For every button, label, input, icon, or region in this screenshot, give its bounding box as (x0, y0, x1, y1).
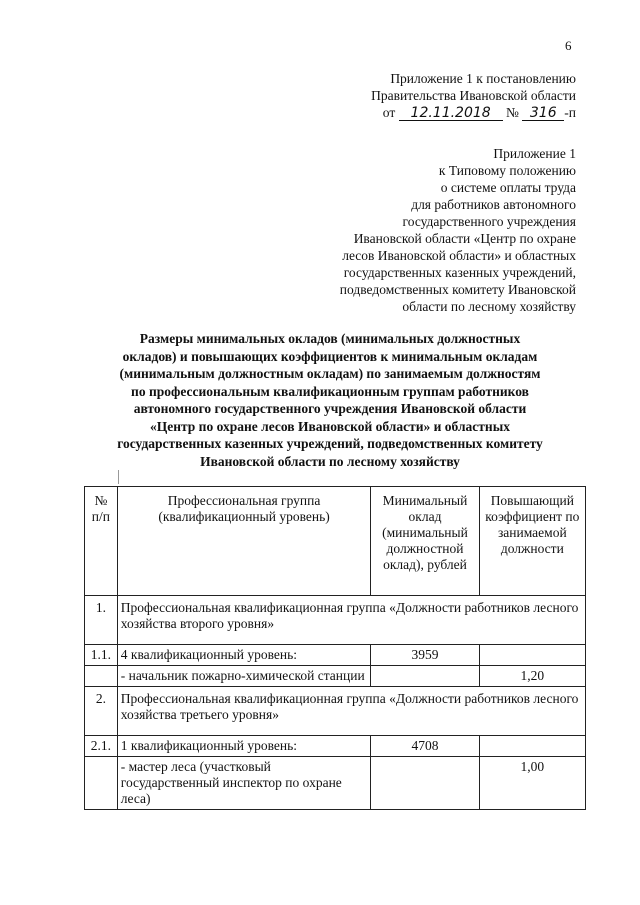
number-label: № (506, 105, 519, 120)
row-name: - мастер леса (участковый государственный инспектор по охране леса) (117, 757, 371, 810)
table-row (85, 757, 586, 810)
appendix-header (371, 70, 576, 121)
from-label: от (382, 105, 396, 120)
row-coef (479, 645, 585, 666)
appendix-sub-line: Ивановской области «Центр по охране (353, 231, 576, 246)
title-line: по профессиональным квалификационным группам работников (131, 383, 529, 399)
header-num: № п/п (85, 487, 118, 596)
row-num: 2.1. (85, 736, 118, 757)
title-line: (минимальным должностным окладам) по занимаемым должностям (119, 366, 541, 381)
appendix-date-row (371, 104, 576, 121)
row-coef: 1,20 (479, 666, 585, 687)
row-salary: 3959 (371, 645, 479, 666)
appendix-line: Приложение 1 к постановлению (390, 71, 576, 86)
row-name: Профессиональная квалификационная группа «Должности работников лесного хозяйства второго уровня» (117, 596, 585, 645)
header-group: Профессиональная группа (квалификационный уровень) (117, 487, 371, 596)
row-salary (371, 757, 479, 810)
appendix-sub-line: о системе оплаты труда (440, 180, 576, 195)
table-row (85, 666, 586, 687)
appendix-sub-line: государственного учреждения (402, 214, 576, 229)
row-salary (371, 666, 479, 687)
row-num: 1. (85, 596, 118, 645)
salary-table (84, 486, 586, 810)
appendix-sub-line: государственных казенных учреждений, (343, 265, 576, 280)
row-num (85, 757, 118, 810)
row-salary: 4708 (371, 736, 479, 757)
table-row (85, 596, 586, 645)
title-line: автономного государственного учреждения Ивановской области (133, 401, 527, 416)
row-name: Профессиональная квалификационная группа «Должности работников лесного хозяйства третьего уровня» (117, 687, 585, 736)
title-line: государственных казенных учреждений, подведомственных комитету (117, 436, 543, 451)
row-coef: 1,00 (479, 757, 585, 810)
row-num: 1.1. (85, 645, 118, 666)
scan-mark (118, 470, 119, 484)
page-number: 6 (565, 38, 572, 53)
title-line: Размеры минимальных окладов (минимальных должностных (139, 331, 521, 346)
table-header-row (85, 487, 586, 596)
appendix-sub-line: к Типовому положению (438, 163, 576, 178)
row-num: 2. (85, 687, 118, 736)
row-name: 1 квалификационный уровень: (117, 736, 371, 757)
number-suffix: -п (564, 105, 576, 120)
row-name: 4 квалификационный уровень: (117, 645, 371, 666)
row-num (85, 666, 118, 687)
document-title (80, 330, 580, 470)
table-row (85, 687, 586, 736)
appendix-sub-line: области по лесному хозяйству (402, 299, 576, 314)
row-coef (479, 736, 585, 757)
header-salary: Минимальный оклад (минимальный должностной оклад), рублей (371, 487, 479, 596)
handwritten-date: 12.11.2018 (399, 106, 503, 121)
appendix-sub-line: Приложение 1 (493, 146, 576, 161)
appendix-line: Правительства Ивановской области (371, 88, 576, 103)
header-coef: Повышающий коэффициент по занимаемой должности (479, 487, 585, 596)
title-line: окладов) и повышающих коэффициентов к минимальным окладам (122, 348, 538, 364)
appendix-sub-line: лесов Ивановской области» и областных (342, 248, 576, 263)
appendix-sub-line: подведомственных комитету Ивановской (339, 282, 576, 297)
appendix-sub-header (340, 145, 576, 315)
row-name: - начальник пожарно-химической станции (117, 666, 371, 687)
handwritten-number: 316 (522, 106, 564, 121)
title-line: Ивановской области по лесному хозяйству (200, 453, 460, 469)
table-row (85, 736, 586, 757)
appendix-sub-line: для работников автономного (411, 197, 576, 212)
table-row (85, 645, 586, 666)
title-line: «Центр по охране лесов Ивановской области» и областных (149, 418, 510, 434)
